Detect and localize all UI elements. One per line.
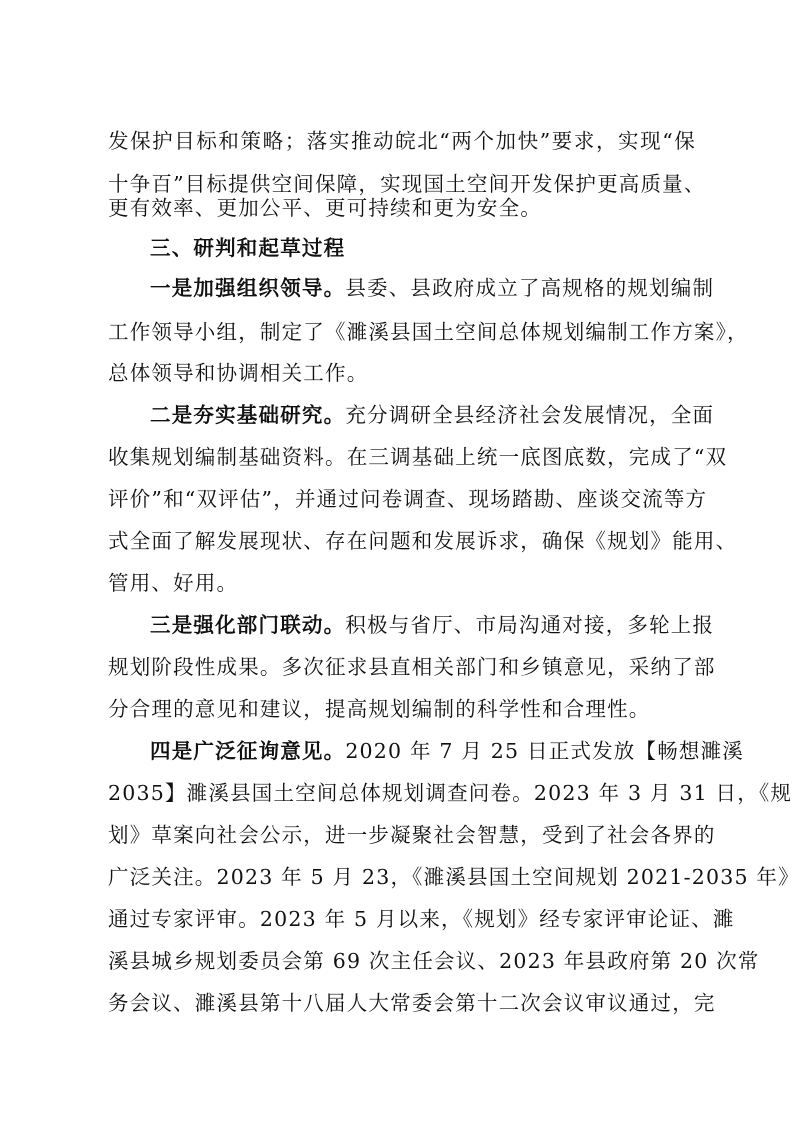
paragraph-line: 划》草案向社会公示，进一步凝聚社会智慧，受到了社会各界的 <box>108 823 716 847</box>
paragraph-line: 发保护目标和策略；落实推动皖北“两个加快”要求，实现“保 <box>108 129 696 153</box>
item-first-line <box>150 400 715 430</box>
paragraph-line: 广泛关注。2023 年 5 月 23，《濉溪县国土空间规划 2021-2035 年》 <box>108 865 800 889</box>
item-lead: 三是强化部门联动。 <box>150 613 346 637</box>
item-first-text: 县委、县政府成立了高规格的规划编制 <box>345 276 715 300</box>
paragraph-line: 分合理的意见和建议，提高规划编制的科学性和合理性。 <box>108 697 651 721</box>
item-first-line <box>150 610 715 640</box>
paragraph-line: 工作领导小组，制定了《濉溪县国土空间总体规划编制工作方案》， <box>108 320 749 344</box>
paragraph-line: 2035】濉溪县国土空间总体规划调查问卷。2023 年 3 月 31 日，《规 <box>108 781 793 805</box>
paragraph-line: 管用、好用。 <box>108 571 239 595</box>
paragraph-line: 务会议、濉溪县第十八届人大常委会第十二次会议审议通过，完 <box>108 991 716 1015</box>
item-lead: 一是加强组织领导。 <box>150 276 346 300</box>
item-first-text: 积极与省厅、市局沟通对接，多轮上报 <box>345 613 715 637</box>
section-heading: 三、研判和起草过程 <box>150 236 346 260</box>
paragraph-line: 溪县城乡规划委员会第 69 次主任会议、2023 年县政府第 20 次常 <box>108 949 760 973</box>
paragraph-line: 总体领导和协调相关工作。 <box>108 361 369 385</box>
item-first-text: 2020 年 7 月 25 日正式发放【畅想濉溪 <box>345 739 744 763</box>
paragraph-line: 更有效率、更加公平、更可持续和更为安全。 <box>108 196 542 220</box>
paragraph-line: 评价”和“双评估”，并通过问卷调查、现场踏勘、座谈交流等方 <box>108 487 708 511</box>
paragraph-line: 收集规划编制基础资料。在三调基础上统一底图底数，完成了“双 <box>108 445 728 469</box>
item-first-text: 充分调研全县经济社会发展情况，全面 <box>345 403 715 427</box>
paragraph-line: 式全面了解发展现状、存在问题和发展诉求，确保《规划》能用、 <box>108 529 738 553</box>
paragraph-line: 通过专家评审。2023 年 5 月以来，《规划》经专家评审论证、濉 <box>108 907 735 931</box>
item-first-line <box>150 736 744 766</box>
item-lead: 四是广泛征询意见。 <box>150 739 346 763</box>
item-first-line <box>150 273 715 303</box>
item-lead: 二是夯实基础研究。 <box>150 403 346 427</box>
paragraph-line: 规划阶段性成果。多次征求县直相关部门和乡镇意见，采纳了部 <box>108 655 716 679</box>
paragraph-line: 十争百”目标提供空间保障，实现国土空间开发保护更高质量、 <box>108 172 706 196</box>
